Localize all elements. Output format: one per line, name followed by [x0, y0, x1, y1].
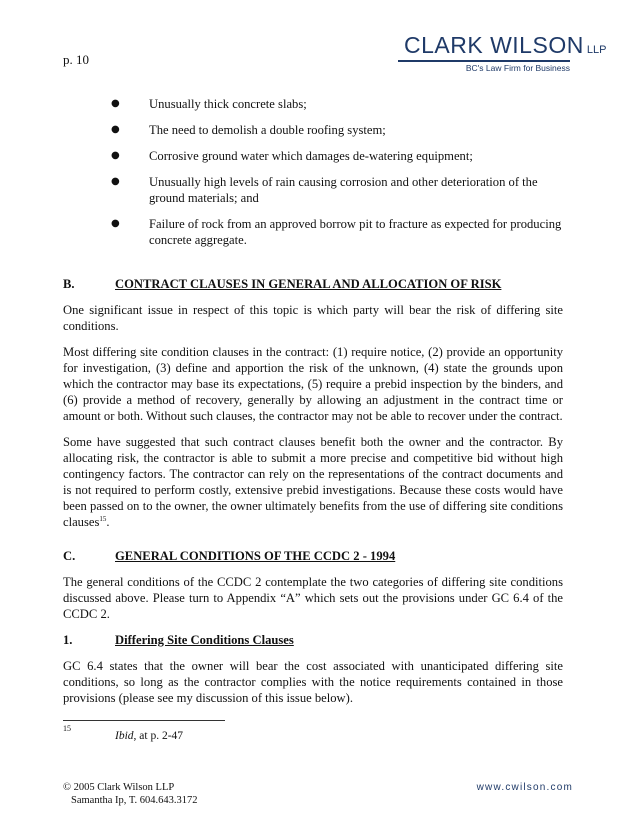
paragraph: Most differing site condition clauses in the contract: (1) require notice, (2) provide an opportunity for investigation, (3) define and apportion the risk of the unknown, (4) state the grounds upon which the contractor may base its expectations, (5) require a prebid inspection by the binders, and (6) provide a method of recovery, generally by allowing an adjustment in the contract time or amount or both. Without such clauses, the contractor may not be able to recover under the contract.: [63, 345, 563, 423]
bullet-list: [63, 96, 563, 258]
paragraph: The general conditions of the CCDC 2 contemplate the two categories of differing site conditions discussed above. Please turn to Appendix “A” which sets out the provisions under GC 6.4 of the CCDC 2.: [63, 575, 563, 621]
list-item: ● Unusually thick concrete slabs;: [111, 97, 307, 111]
list-item: ● Corrosive ground water which damages de-watering equipment;: [111, 149, 473, 163]
logo-tagline: BC's Law Firm for Business: [465, 63, 570, 73]
footnote-text: Ibid, at p. 2-47: [115, 730, 184, 742]
document-body: [63, 276, 563, 716]
footnote-ref: 15: [99, 514, 107, 523]
bullet-icon: ●: [111, 176, 120, 187]
section-c-heading: C. GENERAL CONDITIONS OF THE CCDC 2 - 1994: [63, 549, 396, 563]
paragraph: One significant issue in respect of this topic is which party will bear the risk of differing site conditions.: [63, 303, 563, 333]
page-number: p. 10: [63, 52, 89, 67]
list-item: ● Unusually high levels of rain causing corrosion and other deterioration of the ground materials; and: [111, 175, 538, 205]
logo-rule: [398, 60, 570, 62]
footer-website: www.cwilson.com: [476, 782, 573, 793]
list-item: ● The need to demolish a double roofing system;: [111, 123, 386, 137]
footer-copyright: © 2005 Clark Wilson LLP Samantha Ip, T. 604.643.3172: [63, 782, 198, 806]
paragraph: GC 6.4 states that the owner will bear the cost associated with unanticipated differing site conditions, so long as the contractor complies with the notice requirements contained in those provisions (please see my discussion of this issue below).: [63, 659, 563, 705]
bullet-icon: ●: [111, 150, 120, 161]
footnote-number: 15: [63, 724, 71, 733]
clark-wilson-logo: [398, 32, 607, 77]
bullet-icon: ●: [111, 98, 120, 109]
paragraph: Some have suggested that such contract clauses benefit both the owner and the contractor. By allocating risk, the contractor is able to submit a more precise and competitive bid without high contingency factors. The contractor can rely on the representations of the contract documents and is not required to perform costly, extensive prebid investigations. Because these costs would have been passed on to the owner, the owner ultimately benefits from the use of differing site conditions clauses$^{15}$.: [63, 435, 563, 529]
bullet-icon: ●: [111, 218, 120, 229]
list-item: ● Failure of rock from an approved borrow pit to fracture as expected for producing concrete aggregate.: [111, 217, 562, 247]
footnote-divider: [63, 720, 225, 721]
logo-name: CLARK WILSON LLP: [404, 32, 607, 58]
section-b-heading: B. CONTRACT CLAUSES IN GENERAL AND ALLOCATION OF RISK: [63, 277, 502, 291]
section-1-heading: 1. Differing Site Conditions Clauses: [63, 633, 294, 647]
bullet-icon: ●: [111, 124, 120, 135]
